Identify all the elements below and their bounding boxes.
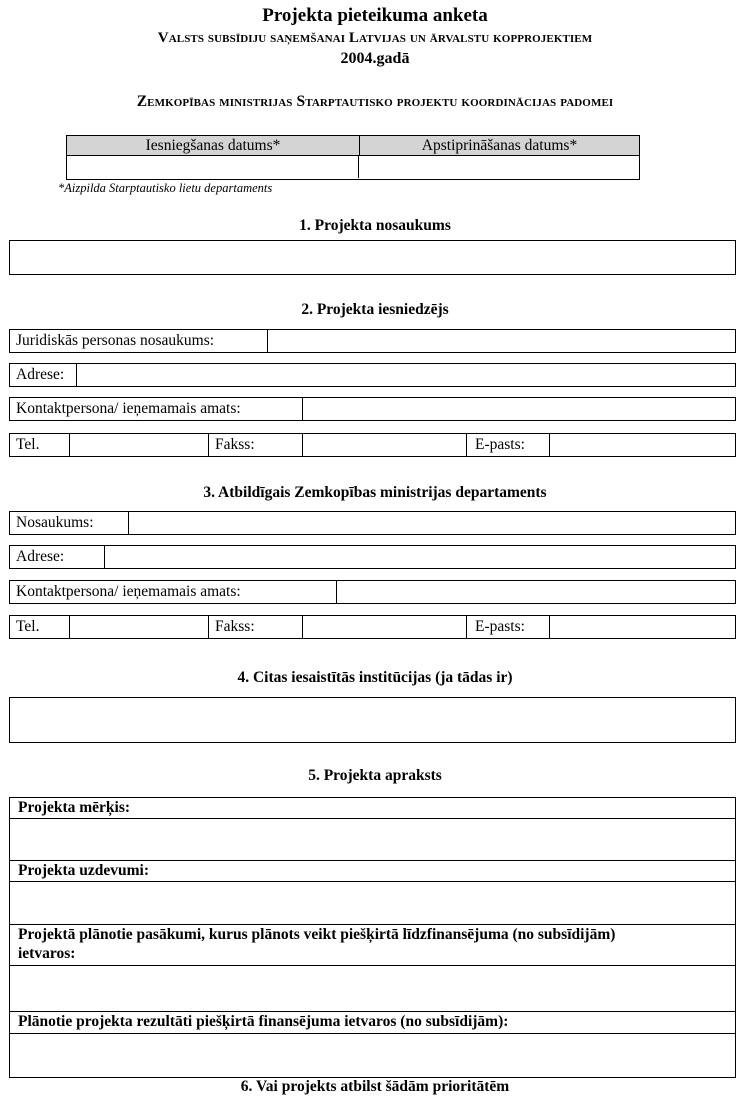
department-address-row <box>9 545 736 569</box>
department-email-input[interactable] <box>550 616 734 637</box>
section3-heading: 3. Atbildīgais Zemkopības ministrijas departaments <box>203 484 547 501</box>
applicant-contact-label: Kontaktpersona/ ieņemamais amats: <box>16 400 241 417</box>
applicant-tel-value-cell <box>70 434 209 456</box>
dates-table <box>66 135 640 180</box>
dates-footnote: *Aizpilda Starptautisko lietu departaments <box>58 181 273 195</box>
project-description-table <box>9 797 736 1078</box>
project-tasks-label: Projekta uzdevumi: <box>18 862 150 879</box>
department-fax-label: Fakss: <box>215 618 255 635</box>
applicant-address-label: Adrese: <box>16 366 65 383</box>
divider <box>10 1033 735 1034</box>
department-fax-value-cell <box>303 616 467 638</box>
applicant-fax-value-cell <box>303 434 467 456</box>
project-activities-label-cont: ietvaros: <box>18 945 76 962</box>
applicant-legal-name-row <box>9 329 736 353</box>
approval-date-input[interactable] <box>360 156 638 178</box>
applicant-email-label-cell <box>467 434 550 456</box>
other-institutions-box <box>9 697 736 743</box>
project-name-input[interactable] <box>10 241 735 274</box>
applicant-address-label-cell <box>10 364 77 386</box>
approval-date-header <box>360 136 639 156</box>
department-contact-label: Kontaktpersona/ ieņemamais amats: <box>16 583 241 600</box>
project-results-input[interactable] <box>10 1035 735 1075</box>
applicant-fax-label-cell <box>209 434 303 456</box>
department-email-label: E-pasts: <box>475 618 525 635</box>
project-activities-input[interactable] <box>10 967 735 1009</box>
submission-date-label: Iesniegšanas datums* <box>145 137 281 154</box>
department-fax-label-cell <box>209 616 303 638</box>
department-address-input[interactable] <box>105 546 734 567</box>
section6-heading: 6. Vai projekts atbilst šādām prioritātēm <box>240 1078 510 1095</box>
project-results-label: Plānotie projekta rezultāti piešķirtā finansējuma ietvaros (no subsīdijām): <box>18 1013 509 1030</box>
applicant-tel-label: Tel. <box>16 436 40 453</box>
applicant-tel-label-cell <box>10 434 70 456</box>
project-goal-label: Projekta mērķis: <box>18 799 131 816</box>
applicant-legal-name-label-cell <box>10 330 268 352</box>
department-tel-value-cell <box>70 616 209 638</box>
department-contact-label-cell <box>10 581 337 603</box>
section2-heading: 2. Projekta iesniedzējs <box>301 301 449 318</box>
applicant-email-input[interactable] <box>550 434 734 455</box>
department-address-label: Adrese: <box>16 548 65 565</box>
department-phone-row <box>9 615 736 639</box>
form-title: Projekta pieteikuma anketa <box>262 5 488 26</box>
applicant-contact-label-cell <box>10 398 303 420</box>
applicant-email-label: E-pasts: <box>475 436 525 453</box>
department-tel-label: Tel. <box>16 618 40 635</box>
applicant-fax-label: Fakss: <box>215 436 255 453</box>
form-subtitle: Valsts subsīdiju saņemšanai Latvijas un ārvalstu kopprojektiem <box>157 30 593 46</box>
department-name-row <box>9 511 736 535</box>
divider <box>10 818 735 819</box>
department-tel-label-cell <box>10 616 70 638</box>
project-activities-label: Projektā plānotie pasākumi, kurus plānots veikt piešķirtā līdzfinansējuma (no subsīdijām) <box>18 926 616 943</box>
divider <box>10 924 735 925</box>
submission-date-header <box>67 136 360 156</box>
addressee: Zemkopības ministrijas Starptautisko projektu koordinācijas padomei <box>136 93 614 110</box>
project-tasks-input[interactable] <box>10 883 735 923</box>
applicant-legal-name-label: Juridiskās personas nosaukums: <box>16 332 215 349</box>
department-name-input[interactable] <box>129 512 734 533</box>
other-institutions-input[interactable] <box>10 698 735 742</box>
applicant-contact-input[interactable] <box>303 398 734 419</box>
divider <box>10 965 735 966</box>
applicant-phone-row <box>9 433 736 457</box>
project-name-box <box>9 240 736 275</box>
divider <box>10 1011 735 1012</box>
department-name-label: Nosaukums: <box>16 514 94 531</box>
applicant-legal-name-input[interactable] <box>268 330 734 351</box>
department-email-label-cell <box>467 616 550 638</box>
department-tel-input[interactable] <box>70 616 207 637</box>
department-contact-row <box>9 580 736 604</box>
divider <box>10 881 735 882</box>
form-year: 2004.gadā <box>340 50 410 67</box>
applicant-contact-row <box>9 397 736 421</box>
department-fax-input[interactable] <box>303 616 465 637</box>
department-name-label-cell <box>10 512 129 534</box>
applicant-fax-input[interactable] <box>303 434 465 455</box>
divider <box>10 860 735 861</box>
approval-date-label: Apstiprināšanas datums* <box>421 137 578 154</box>
project-goal-input[interactable] <box>10 820 735 860</box>
department-contact-input[interactable] <box>337 581 734 602</box>
applicant-tel-input[interactable] <box>70 434 207 455</box>
applicant-address-input[interactable] <box>77 364 734 385</box>
department-address-label-cell <box>10 546 105 568</box>
applicant-address-row <box>9 363 736 387</box>
section5-heading: 5. Projekta apraksts <box>308 767 442 784</box>
section4-heading: 4. Citas iesaistītās institūcijas (ja tādas ir) <box>237 669 513 686</box>
section1-heading: 1. Projekta nosaukums <box>299 217 451 234</box>
submission-date-input[interactable] <box>67 156 359 178</box>
